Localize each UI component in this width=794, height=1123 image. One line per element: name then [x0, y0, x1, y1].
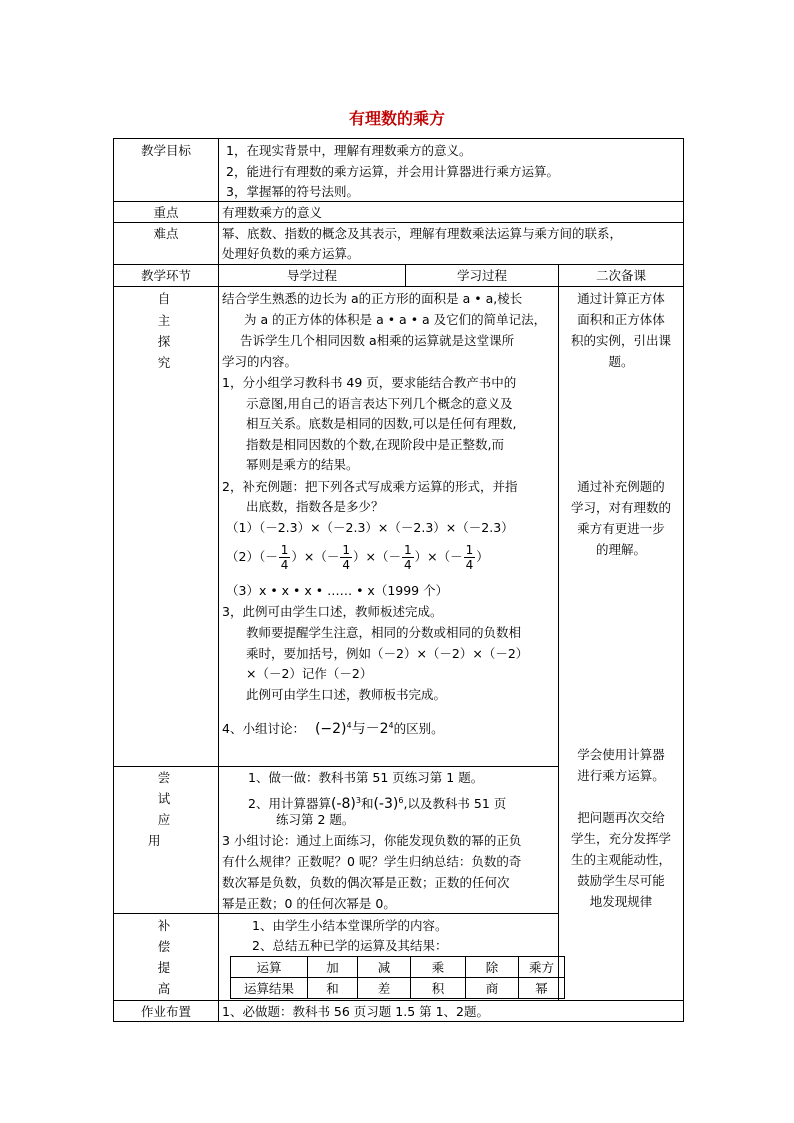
- ops-result-cell: 幂: [535, 981, 548, 996]
- compensate-line: 2、总结五种已学的运算及其结果：: [252, 938, 448, 953]
- expression-a-exponent: 4: [346, 721, 352, 730]
- explore-line: 告诉学生几个相同因数 a相乘的运算就是这堂课所: [240, 333, 515, 348]
- ops-header-cell: 加: [326, 960, 339, 975]
- explore-line: 学习的内容。: [222, 354, 298, 369]
- header-notes: 二次备课: [595, 268, 646, 283]
- goal-item: 1，在现实背景中，理解有理数乘方的意义。: [226, 143, 472, 158]
- header-study: 学习过程: [456, 268, 507, 283]
- ops-result-cell: 商: [485, 981, 499, 996]
- page-title: 有理数的乘方: [348, 109, 445, 128]
- expression-end: 的区别。: [393, 721, 444, 737]
- ops-header-cell: 减: [377, 960, 391, 975]
- expression-a: (−2): [314, 721, 347, 738]
- fraction-denominator: 4: [465, 558, 474, 572]
- goal-item: 2，能进行有理数的乘方运算，并会用计算器进行乘方运算。: [226, 164, 559, 179]
- apply-discussion-line: 数次幂是负数，负数的偶次幂是正数；正数的任何次: [222, 875, 510, 890]
- explore-line: 幂则是乘方的结果。: [246, 457, 359, 472]
- note-line: 乘方有更进一步: [577, 521, 665, 536]
- explore-line: 此例可由学生口述，教师板书完成。: [246, 687, 447, 702]
- apply-line2-pre: 2、用计算器算: [248, 796, 331, 812]
- note-line: 的理解。: [595, 542, 646, 557]
- expression-mid: 与－2: [351, 721, 389, 738]
- ops-header-cell: 乘: [431, 960, 445, 975]
- key-point-label: 重点: [153, 205, 179, 220]
- note-line: 鼓励学生尽可能: [577, 873, 665, 888]
- note-line: 通过补充例题的: [577, 479, 665, 494]
- apply-discussion-line: 幂是正数；0 的任何次幂是 0。: [222, 896, 396, 911]
- group-discussion: [222, 715, 444, 740]
- explore-line: 1，分小组学习教科书 49 页，要求能结合教产书中的: [222, 375, 517, 390]
- fraction: [402, 543, 414, 572]
- header-stage: 教学环节: [140, 268, 191, 283]
- explore-line: 指数是相同因数的个数,在现阶段中是正整数,而: [246, 437, 504, 452]
- note-line: 生的主观能动性，: [570, 852, 671, 867]
- note-line: 学习，对有理数的: [570, 500, 671, 515]
- explore-line: 2，补充例题：把下列各式写成乘方运算的形式，并指: [222, 479, 518, 494]
- fraction: [340, 543, 352, 572]
- key-point-text: 有理数乘方的意义: [222, 205, 323, 220]
- compensate-label-char: 提: [157, 960, 171, 975]
- explore-line: 出底数，指数各是多少？: [246, 499, 384, 514]
- ops-result-cell: 和: [326, 981, 339, 996]
- compensate-label-char: 高: [157, 981, 171, 996]
- difficulty-line: 处理好负数的乘方运算。: [222, 246, 360, 261]
- explore-line: 结合学生熟悉的边长为 a的正方形的面积是 a • a,棱长: [222, 291, 523, 306]
- ops-header-cell: 运算: [256, 960, 282, 975]
- fraction-numerator: 1: [342, 543, 350, 557]
- fraction-denominator: 4: [342, 558, 350, 572]
- fraction-numerator: 1: [465, 543, 474, 557]
- ops-result-cell: 积: [431, 981, 445, 996]
- apply-label-char: 试: [157, 791, 171, 806]
- expression-neg3: (-3): [373, 796, 399, 813]
- fraction-numerator: 1: [280, 543, 289, 557]
- discussion-label: 4、小组讨论：: [222, 721, 305, 737]
- ops-result-cell: 运算结果: [243, 981, 294, 996]
- note-line: 学会使用计算器: [577, 747, 665, 762]
- compensate-label-char: 补: [157, 918, 171, 933]
- note-line: 通过计算正方体: [577, 291, 665, 306]
- explore-line: 教师要提醒学生注意，相同的分数或相同的负数相: [246, 625, 522, 640]
- compensate-line: 1、由学生小结本堂课所学的内容。: [252, 918, 448, 933]
- explore-line: 乘时，要加括号，例如（－2）×（－2）×（－2）: [246, 646, 529, 661]
- explore-line: ×（－2）记作（－2）: [246, 666, 373, 681]
- header-guide: 导学过程: [286, 268, 337, 283]
- note-line: 进行乘方运算。: [577, 768, 665, 783]
- explore-label-char: 究: [157, 355, 171, 370]
- apply-discussion-line: 3 小组讨论：通过上面练习，你能发现负数的幂的正负: [222, 833, 522, 848]
- expression-neg3-exponent: 6: [398, 796, 404, 805]
- note-line: 积的实例，引出课: [570, 333, 671, 348]
- apply-discussion-line: 有什么规律？正数呢？0 呢？学生归纳总结：负数的奇: [222, 854, 522, 869]
- expression-b-exponent: 4: [388, 721, 394, 730]
- apply-label-char: 应: [157, 812, 171, 827]
- fraction: [464, 543, 476, 572]
- ops-header-cell: 除: [485, 960, 499, 975]
- ops-result-cell: 差: [377, 981, 391, 996]
- example-2-prefix: （2）（－: [226, 549, 278, 564]
- fraction-denominator: 4: [280, 558, 289, 572]
- apply-line2-mid: 和: [360, 796, 374, 812]
- apply-label-char: 用: [148, 833, 161, 848]
- fraction-numerator: 1: [403, 543, 412, 557]
- example-1: （1）（－2.3）×（－2.3）×（－2.3）×（－2.3）: [226, 520, 514, 535]
- note-line: 面积和正方体体: [577, 312, 665, 327]
- expression-neg8-exponent: 3: [355, 796, 361, 805]
- explore-line: 为 a 的正方体的体积是 a • a • a 及它们的简单记法，: [244, 312, 547, 327]
- example-3: （3）x • x • x • …… • x（1999 个）: [226, 583, 449, 598]
- apply-line: 练习第 2 题。: [276, 812, 355, 827]
- difficulty-line: 幂、底数、指数的概念及其表示，理解有理数乘法运算与乘方间的联系，: [222, 226, 623, 241]
- fraction: [279, 543, 291, 572]
- explore-label-char: 主: [157, 313, 171, 328]
- explore-line: 相互关系。底数是相同的因数,可以是任何有理数,: [246, 416, 517, 431]
- homework-text: 1、必做题：教科书 56 页习题 1.5 第 1、2题。: [222, 1004, 490, 1019]
- goal-item: 3，掌握幂的符号法则。: [226, 184, 359, 199]
- explore-line: 示意图,用自己的语言表达下列几个概念的意义及: [246, 396, 513, 411]
- expression-neg8: (-8): [330, 796, 356, 813]
- goals-label: 教学目标: [140, 143, 191, 158]
- apply-label-char: 尝: [157, 770, 171, 785]
- note-line: 题。: [608, 354, 634, 369]
- note-line: 把问题再次交给: [577, 810, 665, 825]
- ops-header-cell: 乘方: [528, 960, 554, 975]
- difficulty-label: 难点: [153, 226, 179, 241]
- apply-line2-post: ,以及教科书 51 页: [403, 796, 507, 812]
- note-line: 地发现规律: [589, 894, 653, 909]
- explore-line: 3，此例可由学生口述，教师板述完成。: [222, 604, 443, 619]
- fraction-denominator: 4: [403, 558, 412, 572]
- apply-line: 1、做一做：教科书第 51 页练习第 1 题。: [248, 770, 484, 785]
- homework-label: 作业布置: [140, 1004, 191, 1019]
- explore-label-char: 探: [157, 334, 171, 349]
- note-line: 学生，充分发挥学: [570, 831, 671, 846]
- example-2: （2）（－ $\frac{1}{4}$ ）×（－ $\frac{1}{4}$ ）×（－ $\frac{1}{4}$ ）×（－ $\frac{1}{4}$ ）: [226, 543, 489, 572]
- explore-label-char: 自: [157, 291, 171, 306]
- compensate-label-char: 偿: [157, 939, 171, 954]
